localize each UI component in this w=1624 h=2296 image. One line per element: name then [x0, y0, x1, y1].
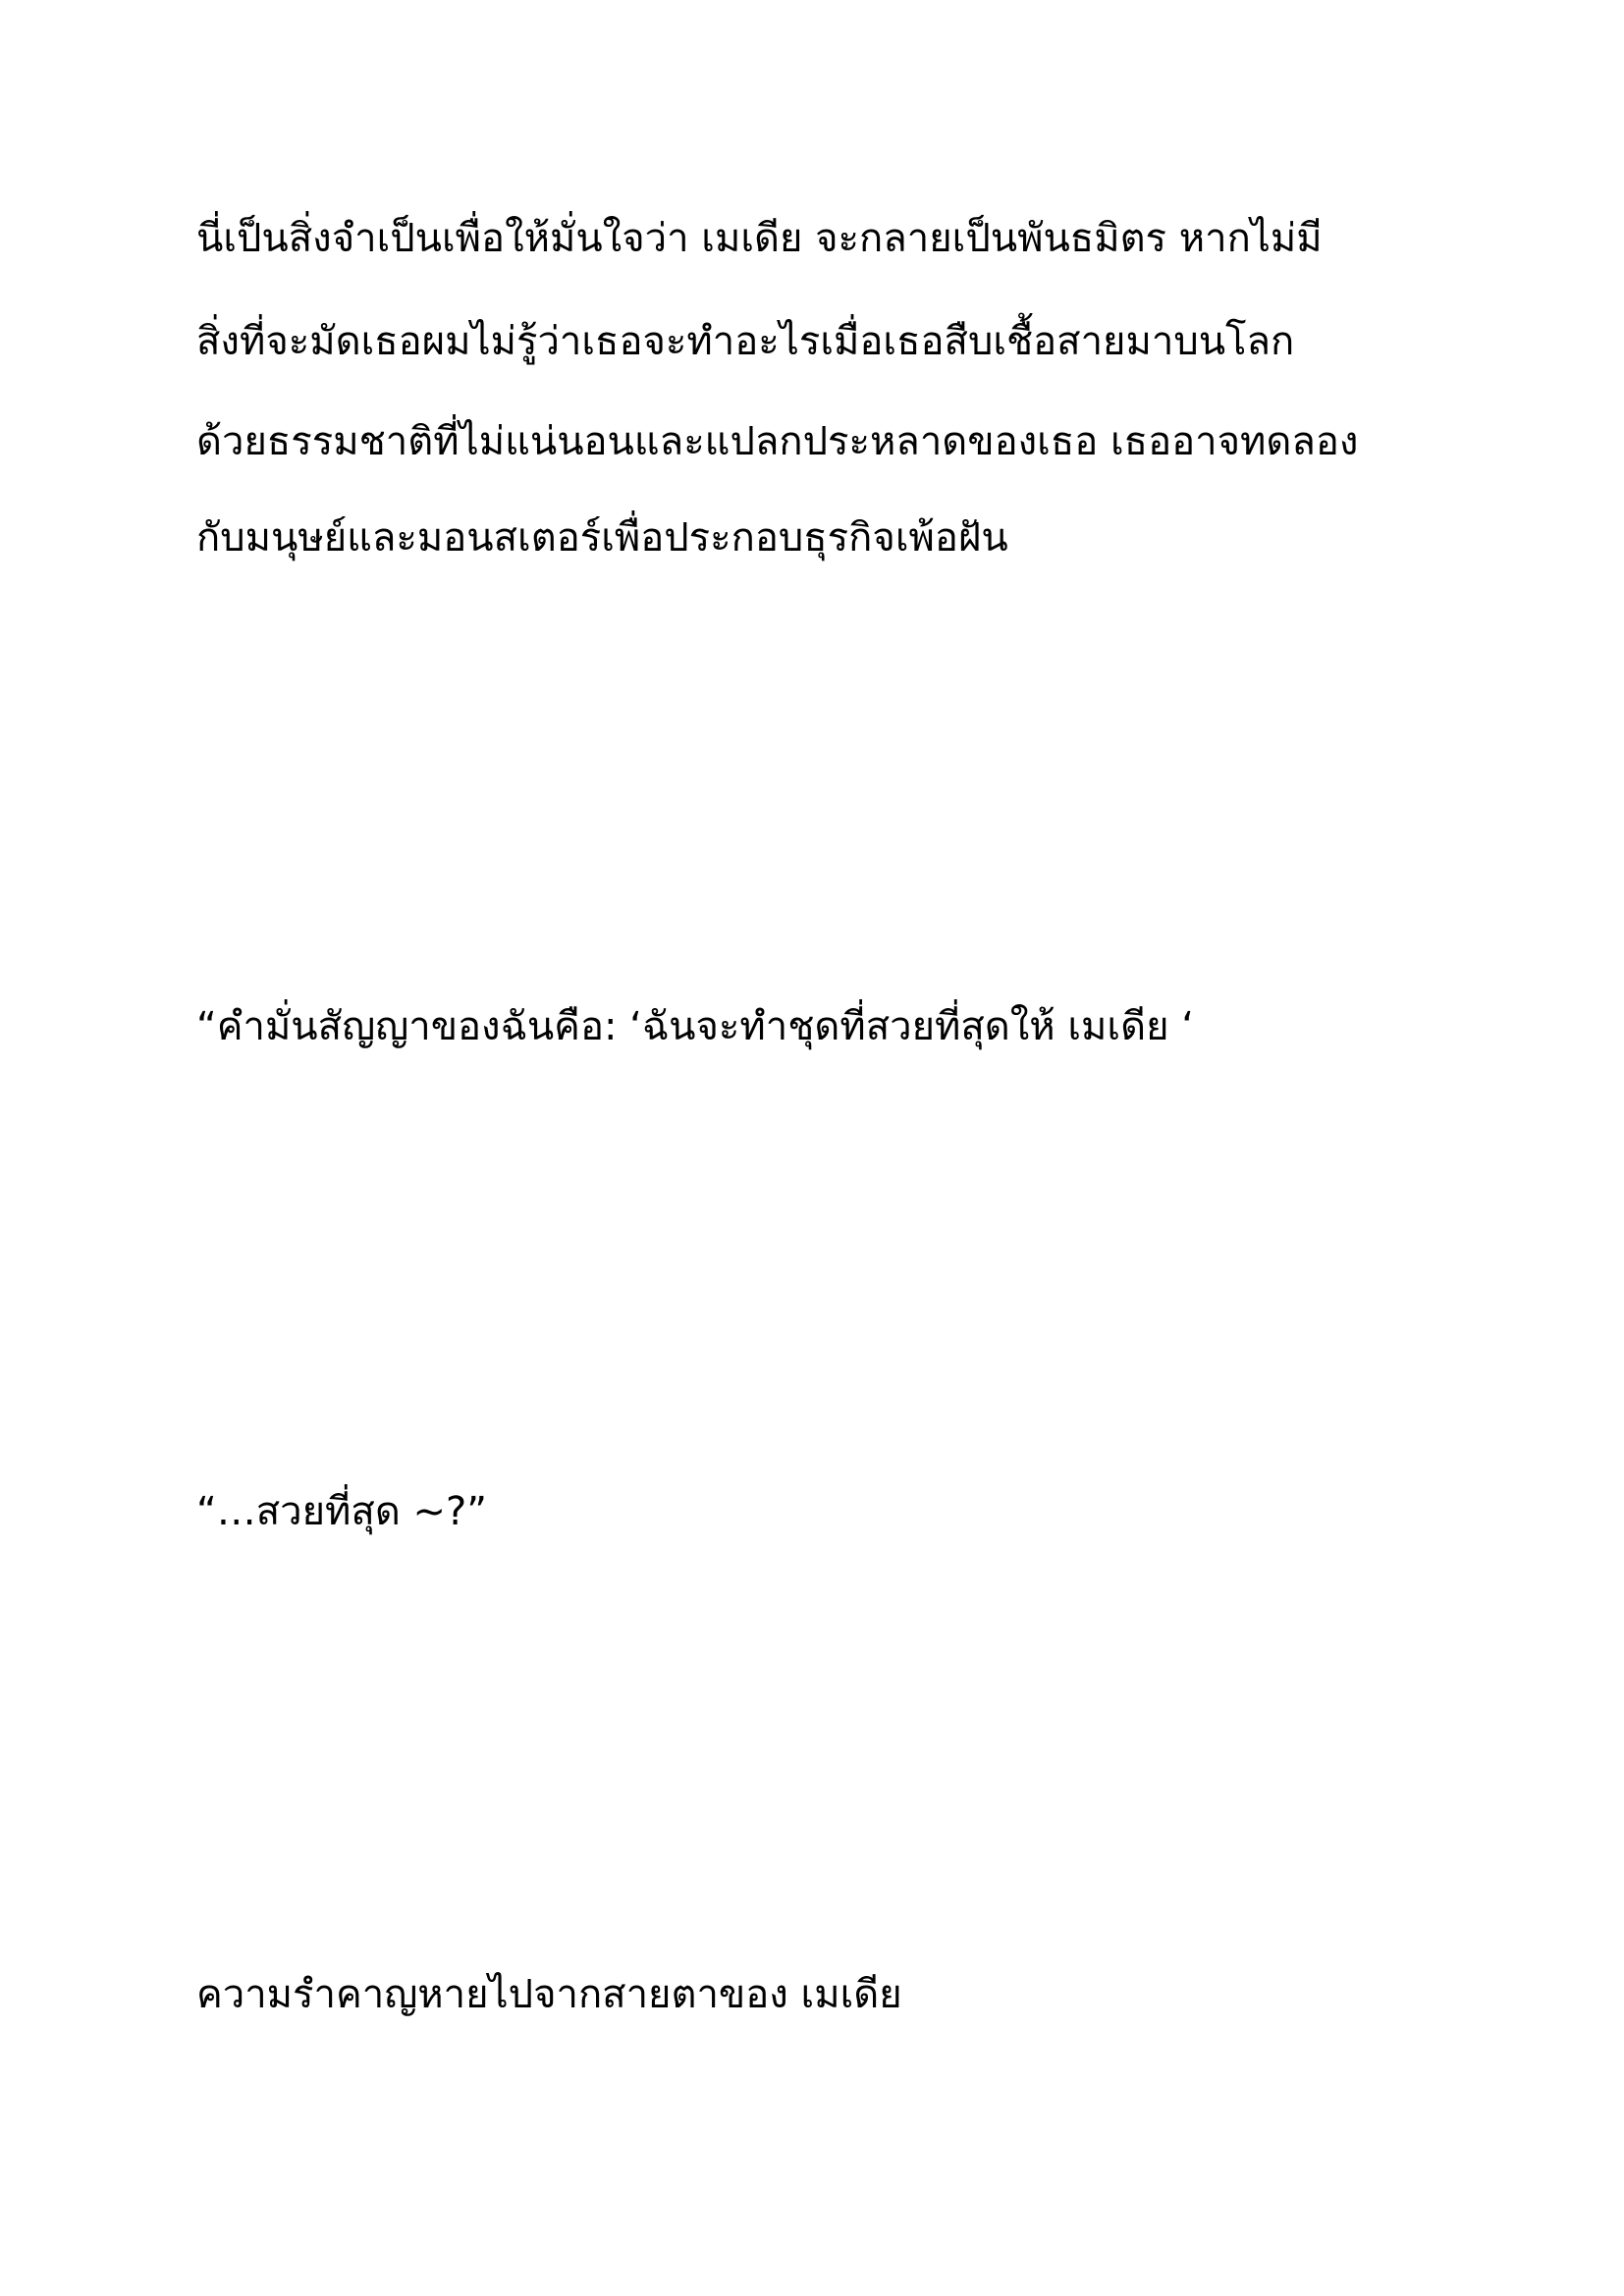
paragraph-1-line-1: นี่เป็นสิ่งจำเป็นเพื่อให้มั่นใจว่า เมเดีย จะกลายเป็นพันธมิตร หากไม่มี — [196, 216, 1323, 261]
paragraph-1-line-4: กับมนุษย์และมอนสเตอร์เพื่อประกอบธุรกิจเพ้อฝัน — [196, 515, 1008, 561]
paragraph-1-line-2: สิ่งที่จะมัดเธอผมไม่รู้ว่าเธอจะทำอะไรเมื่อเธอสืบเชื้อสายมาบนโลก — [196, 319, 1295, 364]
dialogue-most-beautiful: “…สวยที่สุด ~?” — [196, 1489, 487, 1534]
dialogue-promise: “คำมั่นสัญญาของฉันคือ: ‘ฉันจะทำชุดที่สวยที่สุดให้ เมเดีย ‘ — [196, 1004, 1194, 1049]
narration-annoyance: ความรำคาญหายไปจากสายตาของ เมเดีย — [196, 1972, 902, 2017]
paragraph-1-line-3: ด้วยธรรมชาติที่ไม่แน่นอนและแปลกประหลาดของเธอ เธออาจทดลอง — [196, 419, 1359, 464]
